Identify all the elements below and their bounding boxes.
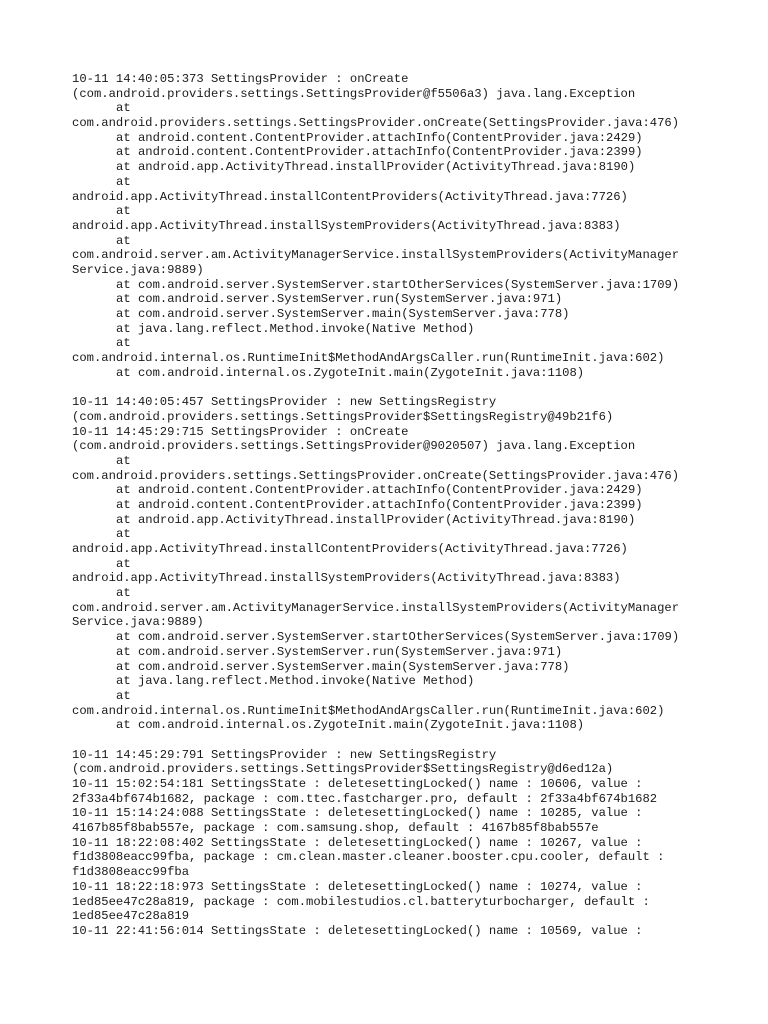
log-line: 10-11 18:22:18:973 SettingsState : deletesettingLocked() name : 10274, value : xyxy=(72,879,643,894)
log-line: 1ed85ee47c28a819 xyxy=(72,909,190,924)
log-line: com.android.providers.settings.SettingsProvider.onCreate(SettingsProvider.java:476) xyxy=(72,116,680,131)
log-line: 10-11 14:45:29:791 SettingsProvider : new SettingsRegistry xyxy=(72,747,497,762)
log-line: (com.android.providers.settings.SettingsProvider@f5506a3) java.lang.Exception xyxy=(72,86,636,101)
log-line: android.app.ActivityThread.installContentProviders(ActivityThread.java:7726) xyxy=(72,542,628,556)
log-line: at xyxy=(116,586,131,601)
log-line: android.app.ActivityThread.installSystemProviders(ActivityThread.java:8383) xyxy=(72,218,621,233)
log-line: com.android.internal.os.RuntimeInit$MethodAndArgsCaller.run(RuntimeInit.java:602) xyxy=(72,351,665,366)
log-line: at xyxy=(116,101,131,116)
log-line: 10-11 15:14:24:088 SettingsState : deletesettingLocked() name : 10285, value : xyxy=(72,806,643,821)
log-line: android.app.ActivityThread.installContentProviders(ActivityThread.java:7726) xyxy=(72,189,628,204)
blank-line xyxy=(72,733,712,748)
log-line: f1d3808eacc99fba xyxy=(72,865,190,880)
log-line: at android.content.ContentProvider.attachInfo(ContentProvider.java:2429) xyxy=(116,130,643,145)
log-line: at android.content.ContentProvider.attachInfo(ContentProvider.java:2429) xyxy=(116,483,643,498)
log-line: com.android.providers.settings.SettingsProvider.onCreate(SettingsProvider.java:476) xyxy=(72,468,680,483)
log-line: at com.android.server.SystemServer.run(SystemServer.java:971) xyxy=(116,292,563,307)
log-text-block xyxy=(72,72,712,939)
log-line: 10-11 14:45:29:715 SettingsProvider : onCreate xyxy=(72,424,409,439)
log-line: at java.lang.reflect.Method.invoke(Native Method) xyxy=(116,321,475,336)
log-line: at com.android.server.SystemServer.main(SystemServer.java:778) xyxy=(116,307,570,321)
log-line: at android.content.ContentProvider.attachInfo(ContentProvider.java:2399) xyxy=(116,497,643,512)
log-line: at xyxy=(116,233,131,248)
log-line: at com.android.server.SystemServer.main(SystemServer.java:778) xyxy=(116,659,570,674)
log-line: 10-11 18:22:08:402 SettingsState : deletesettingLocked() name : 10267, value : xyxy=(72,835,643,850)
log-line: at xyxy=(116,174,131,189)
log-line: at com.android.internal.os.ZygoteInit.main(ZygoteInit.java:1108) xyxy=(116,365,585,380)
log-line: com.android.internal.os.RuntimeInit$MethodAndArgsCaller.run(RuntimeInit.java:602) xyxy=(72,703,665,718)
log-line: 4167b85f8bab557e, package : com.samsung.shop, default : 4167b85f8bab557e xyxy=(72,821,599,836)
log-line: 10-11 15:02:54:181 SettingsState : deletesettingLocked() name : 10606, value : xyxy=(72,777,643,791)
log-line: com.android.server.am.ActivityManagerService.installSystemProviders(ActivityManager xyxy=(72,248,680,263)
log-line: at com.android.server.SystemServer.startOtherServices(SystemServer.java:1709) xyxy=(116,277,680,292)
log-line: f1d3808eacc99fba, package : cm.clean.master.cleaner.booster.cpu.cooler, default : xyxy=(72,850,665,865)
log-line: 1ed85ee47c28a819, package : com.mobilestudios.cl.batteryturbocharger, default : xyxy=(72,894,650,909)
log-line: at xyxy=(116,688,131,703)
blank-line xyxy=(72,380,712,395)
log-line: android.app.ActivityThread.installSystemProviders(ActivityThread.java:8383) xyxy=(72,571,621,586)
log-line: com.android.server.am.ActivityManagerService.installSystemProviders(ActivityManager xyxy=(72,600,680,615)
log-line: at xyxy=(116,556,131,571)
log-line: 2f33a4bf674b1682, package : com.ttec.fastcharger.pro, default : 2f33a4bf674b1682 xyxy=(72,791,658,806)
log-line: at xyxy=(116,453,131,468)
log-line: at android.app.ActivityThread.installProvider(ActivityThread.java:8190) xyxy=(116,512,636,527)
log-line: (com.android.providers.settings.SettingsProvider$SettingsRegistry@d6ed12a) xyxy=(72,762,614,777)
log-line: at android.content.ContentProvider.attachInfo(ContentProvider.java:2399) xyxy=(116,145,643,160)
log-line: at com.android.server.SystemServer.run(SystemServer.java:971) xyxy=(116,644,563,659)
log-line: at xyxy=(116,336,131,351)
log-line: at xyxy=(116,204,131,219)
log-line: Service.java:9889) xyxy=(72,262,204,277)
log-line: 10-11 14:40:05:373 SettingsProvider : onCreate xyxy=(72,72,409,86)
log-line: at com.android.internal.os.ZygoteInit.main(ZygoteInit.java:1108) xyxy=(116,718,585,733)
log-line: 10-11 14:40:05:457 SettingsProvider : new SettingsRegistry xyxy=(72,395,497,410)
log-line: (com.android.providers.settings.SettingsProvider@9020507) java.lang.Exception xyxy=(72,439,636,454)
log-line: Service.java:9889) xyxy=(72,615,204,630)
log-line: (com.android.providers.settings.SettingsProvider$SettingsRegistry@49b21f6) xyxy=(72,409,614,424)
log-line: at com.android.server.SystemServer.startOtherServices(SystemServer.java:1709) xyxy=(116,630,680,645)
log-line: at java.lang.reflect.Method.invoke(Native Method) xyxy=(116,674,475,689)
log-line: 10-11 22:41:56:014 SettingsState : deletesettingLocked() name : 10569, value : xyxy=(72,923,643,938)
log-line: at xyxy=(116,527,131,542)
log-line: at android.app.ActivityThread.installProvider(ActivityThread.java:8190) xyxy=(116,160,636,175)
